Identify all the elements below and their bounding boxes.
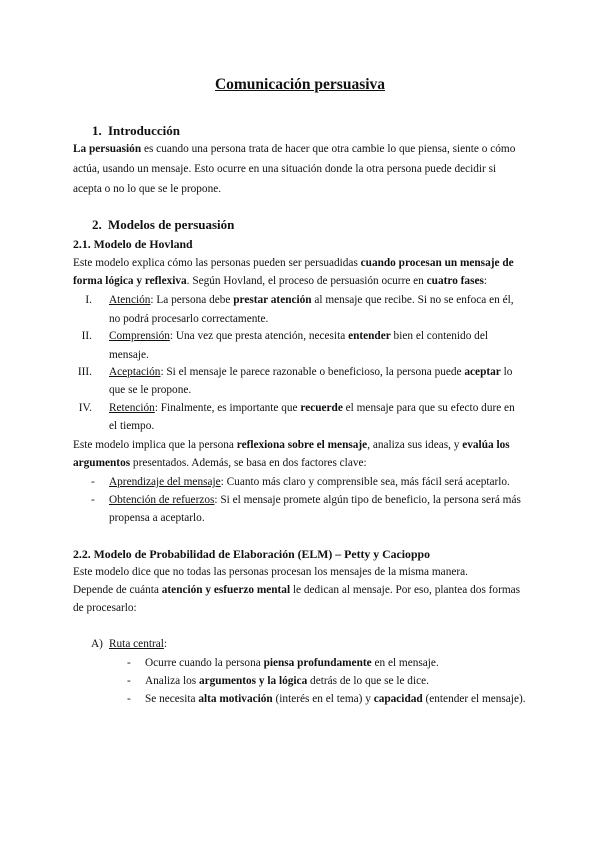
section1-heading: Introducción [108, 123, 180, 138]
bold-text: evalúa los [462, 439, 510, 451]
phase-marker: I. [85, 294, 92, 306]
bold-text: cuando procesan un mensaje de [360, 257, 514, 269]
text-span: : Si el mensaje promete algún tipo de beneficio, la persona será más [214, 494, 521, 506]
phase-marker: III. [77, 366, 92, 378]
bold-text: capacidad [373, 693, 423, 705]
phase-line [109, 383, 191, 397]
text-span: le dedican al mensaje. Por eso, plantea dos formas [290, 584, 521, 596]
text-span: : [483, 275, 488, 287]
phase-line [109, 348, 149, 362]
factor-line [109, 511, 205, 525]
bold-text: piensa profundamente [263, 657, 372, 669]
route-item [145, 692, 526, 706]
text-span: Se necesita [145, 693, 199, 705]
bold-text: recuerde [300, 402, 343, 414]
route-item [145, 674, 429, 688]
route-item-marker: - [127, 693, 131, 705]
route-item-marker: - [127, 675, 131, 687]
bold-text: prestar atención [233, 294, 312, 306]
text-span: Depende de cuánta [73, 584, 162, 596]
phase-line [109, 312, 268, 326]
text-span: : La persona debe [150, 294, 234, 306]
bold-text: argumentos y la lógica [198, 675, 308, 687]
phase-line [109, 329, 488, 343]
text-span: Ocurre cuando la persona [145, 657, 264, 669]
bold-text: La persuasión [73, 143, 142, 155]
text-span: Este modelo dice que no todas las personas procesan los mensajes de la misma manera. [73, 566, 468, 578]
text-span: el tiempo. [109, 420, 155, 432]
text-span: al mensaje que recibe. Si no se enfoca en él, [311, 294, 514, 306]
text-span: Este modelo implica que la persona [73, 439, 237, 451]
underlined-term: Aceptación [109, 366, 161, 378]
underlined-term: Comprensión [109, 330, 170, 342]
text-span: mensaje. [109, 349, 149, 361]
hovland-intro-line [73, 256, 514, 270]
document-title: Comunicación persuasiva [214, 76, 386, 93]
underlined-term: Retención [109, 402, 155, 414]
elm-intro-line [73, 565, 468, 579]
factor-line [109, 493, 521, 507]
text-span: : Cuanto más claro y comprensible sea, más fácil será aceptarlo. [220, 476, 510, 488]
phase-line [109, 419, 154, 433]
text-span: : Finalmente, es importante que [154, 402, 301, 414]
elm-heading: 2.2. Modelo de Probabilidad de Elaboración (ELM) – Petty y Cacioppo [73, 547, 430, 561]
route-item-marker: - [127, 657, 131, 669]
bold-text: alta motivación [198, 693, 273, 705]
text-span: : [163, 638, 168, 650]
bold-text: argumentos [73, 457, 131, 469]
text-span: de procesarlo: [73, 602, 137, 614]
section1-line [73, 182, 221, 196]
hovland-summary-line [73, 456, 367, 470]
hovland-intro-line [73, 274, 487, 288]
factor-marker: - [91, 476, 95, 488]
bold-text: entender [348, 330, 391, 342]
text-span: Este modelo explica cómo las personas pueden ser persuadidas [73, 257, 361, 269]
factor-line [109, 475, 510, 489]
phase-marker: IV. [78, 402, 92, 414]
text-span: que se le propone. [109, 384, 192, 396]
bold-text: cuatro fases [426, 275, 484, 287]
bold-text: reflexiona sobre el mensaje [236, 439, 368, 451]
text-span: presentados. Además, se basa en dos factores clave: [130, 457, 367, 469]
phase-line [109, 365, 512, 379]
section1-line [73, 162, 496, 176]
text-span: no podrá procesarlo correctamente. [109, 313, 269, 325]
bold-text: aceptar [464, 366, 501, 378]
route-label [109, 637, 167, 651]
elm-intro-line [73, 583, 520, 597]
text-span: detrás de lo que se le dice. [307, 675, 429, 687]
text-span: lo [500, 366, 513, 378]
section2-number: 2. [92, 217, 102, 232]
bold-text: atención y esfuerzo mental [161, 584, 291, 596]
text-span: (entender el mensaje). [422, 693, 526, 705]
text-span: el mensaje para que su efecto dure en [342, 402, 515, 414]
route-item [145, 656, 439, 670]
phase-line [109, 401, 515, 415]
phase-line [109, 293, 514, 307]
text-span: : Una vez que presta atención, necesita [169, 330, 349, 342]
text-span: bien el contenido del [390, 330, 488, 342]
text-span: es cuando una persona trata de hacer que otra cambie lo que piensa, siente o cómo [141, 143, 516, 155]
text-span: , analiza sus ideas, y [367, 439, 463, 451]
bold-text: forma lógica y reflexiva [73, 275, 187, 287]
hovland-heading: 2.1. Modelo de Hovland [73, 237, 193, 251]
underlined-term: Ruta central [109, 638, 164, 650]
factor-marker: - [91, 494, 95, 506]
text-span: (interés en el tema) y [272, 693, 374, 705]
text-span: actúa, usando un mensaje. Esto ocurre en una situación donde la otra persona puede decidir si [73, 163, 497, 175]
section1-line [73, 142, 515, 156]
section2-heading: Modelos de persuasión [108, 217, 235, 232]
text-span: . Según Hovland, el proceso de persuasión ocurre en [186, 275, 427, 287]
text-span: Analiza los [145, 675, 199, 687]
hovland-summary-line [73, 438, 510, 452]
text-span: acepta o no lo que se le propone. [73, 183, 222, 195]
text-span: : Si el mensaje le parece razonable o beneficioso, la persona puede [160, 366, 465, 378]
underlined-term: Aprendizaje del mensaje [109, 476, 221, 488]
elm-intro-line [73, 601, 137, 615]
text-span: propensa a aceptarlo. [109, 512, 205, 524]
section1-number: 1. [92, 123, 102, 138]
phase-marker: II. [81, 330, 92, 342]
underlined-term: Obtención de refuerzos [109, 494, 215, 506]
route-marker: A) [91, 638, 103, 650]
underlined-term: Atención [109, 294, 151, 306]
text-span: en el mensaje. [371, 657, 439, 669]
